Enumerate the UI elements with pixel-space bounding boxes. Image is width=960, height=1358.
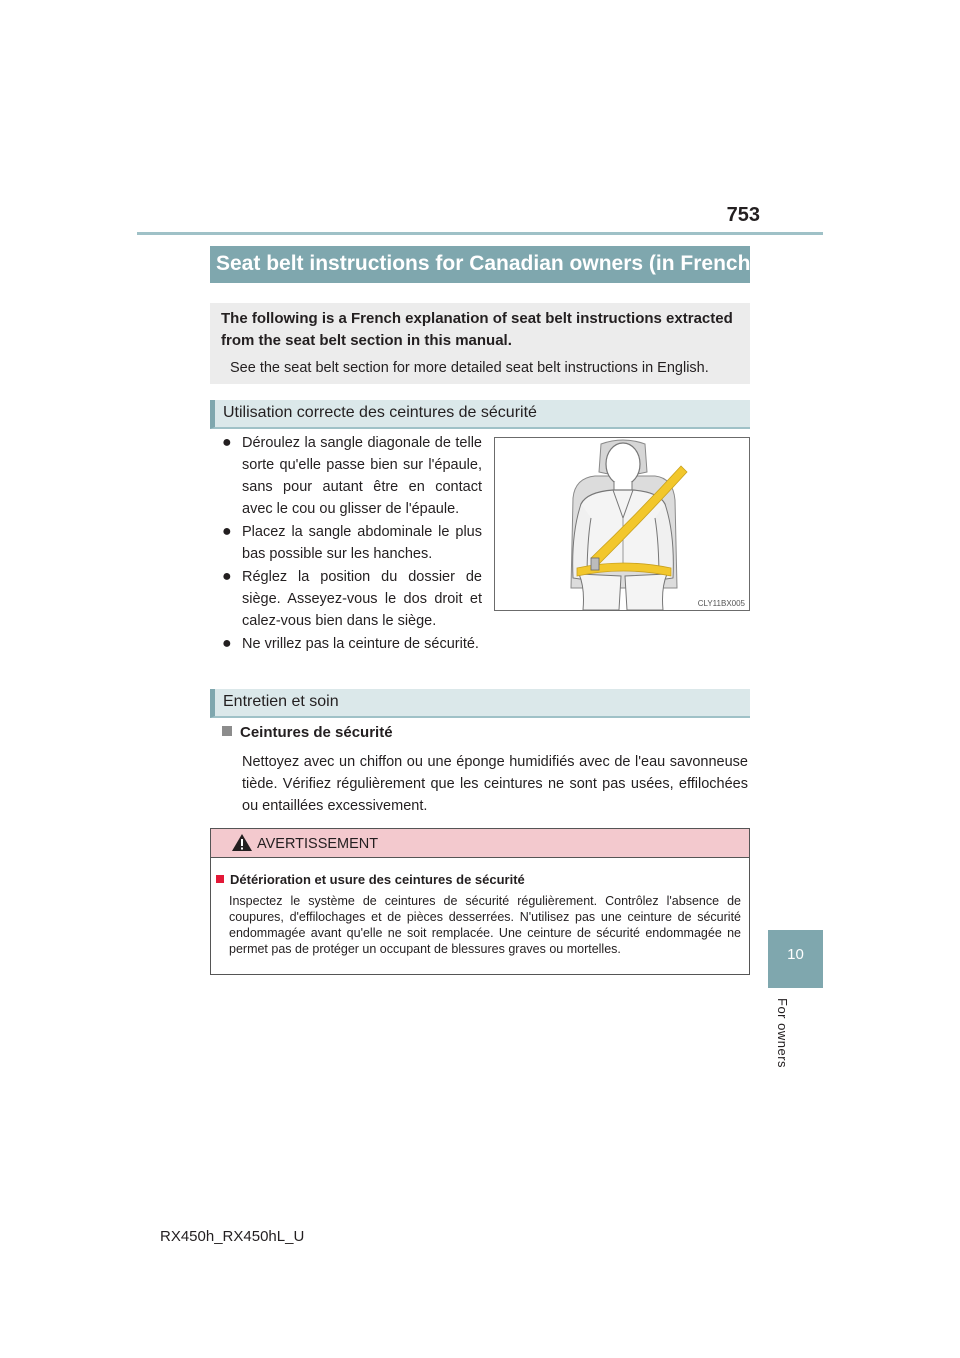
care-subheading-text: Ceintures de sécurité bbox=[240, 724, 393, 741]
bullet-text: Déroulez la sangle diagonale de telle sorte qu'elle passe bien sur l'épaule, sans pour autant être en contact avec le cou ou glisser de l'épaule. bbox=[242, 435, 482, 517]
red-square-icon bbox=[216, 875, 224, 883]
square-bullet-icon bbox=[222, 726, 232, 736]
warning-label: AVERTISSEMENT bbox=[257, 836, 379, 852]
section-heading-usage: Utilisation correcte des ceintures de sécurité bbox=[210, 400, 750, 429]
care-body-text: Nettoyez avec un chiffon ou une éponge humidifiés avec de l'eau savonneuse tiède. Vérifiez régulièrement que les ceintures ne sont pas usées, effilochées ou entaillées excessivement. bbox=[242, 754, 748, 814]
footer-model-code: RX450h_RX450hL_U bbox=[160, 1228, 305, 1245]
bullet-icon: ● bbox=[222, 635, 232, 652]
bullet-text: Placez la sangle abdominale le plus bas possible sur les hanches. bbox=[242, 524, 482, 562]
section-heading-care: Entretien et soin bbox=[210, 689, 750, 718]
list-item bbox=[222, 566, 482, 632]
usage-bullet-list bbox=[222, 432, 482, 656]
seated-person-drawing bbox=[495, 438, 749, 610]
warning-title-text: Détérioration et usure des ceintures de sécurité bbox=[230, 872, 525, 887]
warning-body-text: Inspectez le système de ceintures de sécurité régulièrement. Contrôlez l'absence de coupures, d'effilochages et de pièces desserrées. N'utilisez pas une ceinture de sécurité endommagée avant qu'elle ne soit remplacée. Une ceinture de sécurité endommagée ne permet pas de protéger un occupant de blessures graves ou mortelles. bbox=[229, 894, 741, 956]
bullet-icon: ● bbox=[222, 568, 232, 585]
warning-title bbox=[216, 872, 525, 887]
page-number: 753 bbox=[726, 204, 760, 226]
bullet-icon: ● bbox=[222, 523, 232, 540]
warning-box bbox=[210, 828, 750, 975]
care-subheading bbox=[222, 724, 393, 741]
header-rule bbox=[137, 232, 823, 235]
chapter-name: For owners bbox=[775, 998, 790, 1069]
figure-code: CLY11BX005 bbox=[697, 599, 745, 608]
bullet-icon: ● bbox=[222, 434, 232, 451]
list-item bbox=[222, 633, 494, 655]
list-item bbox=[222, 432, 482, 520]
warning-header bbox=[211, 829, 749, 858]
warning-triangle-icon bbox=[231, 833, 253, 852]
intro-sub-text: See the seat belt section for more detailed seat belt instructions in English. bbox=[230, 360, 709, 376]
bullet-text: Réglez la position du dossier de siège. Asseyez-vous le dos droit et calez-vous bien dans le siège. bbox=[242, 569, 482, 629]
intro-main-text: The following is a French explanation of seat belt instructions extracted from the seat belt section in this manual. bbox=[221, 310, 733, 349]
seatbelt-illustration bbox=[494, 437, 750, 611]
bullet-text: Ne vrillez pas la ceinture de sécurité. bbox=[242, 636, 479, 652]
intro-box bbox=[210, 303, 750, 384]
list-item bbox=[222, 521, 482, 565]
chapter-tab: 10 bbox=[768, 930, 823, 988]
page-title: Seat belt instructions for Canadian owners (in French) bbox=[210, 246, 750, 283]
